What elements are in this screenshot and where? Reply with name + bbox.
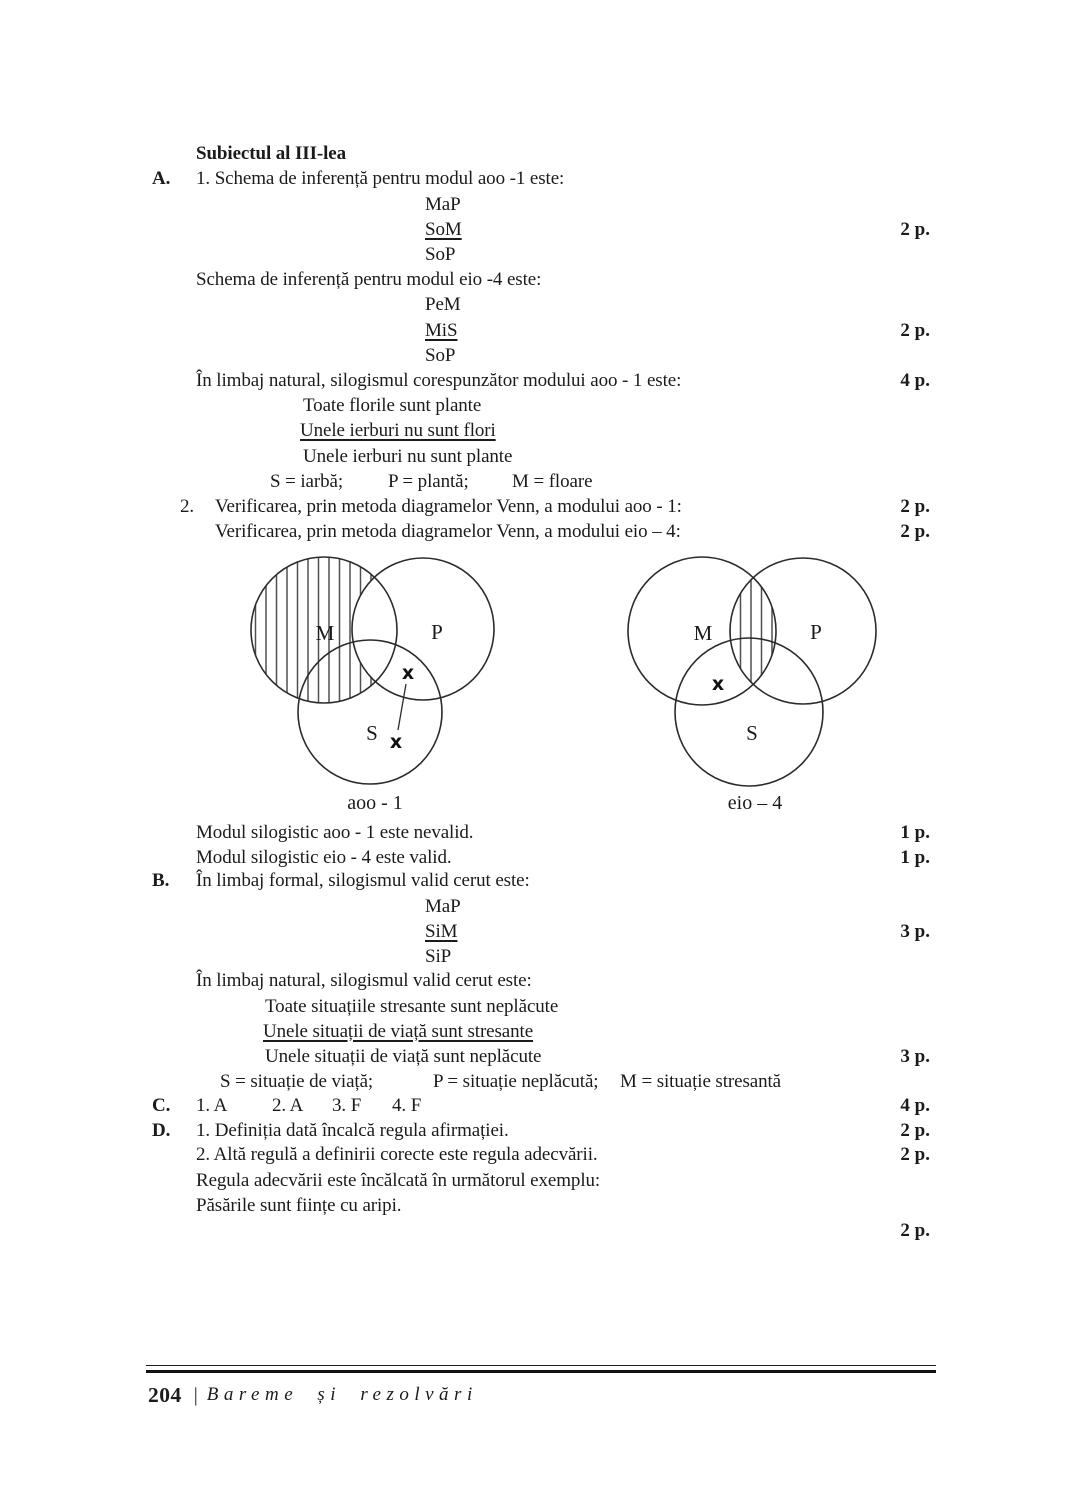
line-a4: Verificarea, prin metoda diagramelor Venn, a modului aoo - 1: [215, 496, 682, 517]
terms1-m: M = floare [512, 471, 593, 492]
schema-eio-premise1: PeM [425, 294, 461, 315]
schema-eio-conclusion: SoP [425, 345, 456, 366]
footer-divider [146, 1365, 936, 1373]
section-label-d: D. [152, 1120, 171, 1141]
points-d2: 2 p. [900, 1144, 930, 1165]
points-d1: 2 p. [900, 1120, 930, 1141]
section-label-c: C. [152, 1095, 171, 1116]
venn-diagram-aoo-1 [240, 546, 510, 788]
label-s: S [366, 721, 378, 745]
line-d4: Păsările sunt ființe cu aripi. [196, 1195, 402, 1216]
line-a3: În limbaj natural, silogismul corespunzător modului aoo - 1 este: [196, 370, 682, 391]
line-a5: Verificarea, prin metoda diagramelor Venn, a modului eio – 4: [215, 521, 681, 542]
section-heading: Subiectul al III-lea [196, 143, 347, 164]
x-mark-sp-region: x [401, 662, 415, 684]
terms1-p: P = plantă; [388, 471, 469, 492]
schema-aoo-premise2: SoM [425, 219, 462, 240]
line-a1: 1. Schema de inferență pentru modul aoo -1 este: [196, 168, 565, 189]
label-p: P [431, 620, 443, 644]
footer [148, 1381, 478, 1409]
syllogism1-conclusion: Unele ierburi nu sunt plante [303, 446, 513, 467]
answer-c3: 3. F [332, 1095, 362, 1116]
x-mark-ms-region: x [711, 673, 725, 695]
hatched-region-m-minus-p [240, 546, 510, 788]
footer-separator: | [193, 1383, 198, 1406]
line-d2: 2. Altă regulă a definirii corecte este regula adecvării. [196, 1144, 598, 1165]
caption-eio-4: eio – 4 [727, 792, 783, 814]
points-schema-b: 3 p. [900, 921, 930, 942]
answer-c4: 4. F [392, 1095, 422, 1116]
syllogism1-premise2: Unele ierburi nu sunt flori [300, 420, 496, 441]
syllogism1-premise1: Toate florile sunt plante [303, 395, 482, 416]
line-b1: În limbaj formal, silogismul valid cerut este: [196, 870, 530, 891]
syllogism2-premise1: Toate situațiile stresante sunt neplăcute [265, 996, 559, 1017]
points-schema-aoo: 2 p. [900, 219, 930, 240]
list-number-2: 2. [180, 496, 195, 517]
terms2-s: S = situație de viață; [220, 1071, 374, 1092]
section-label-a: A. [152, 168, 171, 189]
schema-aoo-conclusion: SoP [425, 244, 456, 265]
points-d3: 2 p. [900, 1220, 930, 1241]
schema-b-premise2: SiM [425, 921, 458, 942]
line-d1: 1. Definiția dată încalcă regula afirmației. [196, 1120, 509, 1141]
page-number: 204 [148, 1382, 182, 1407]
caption-aoo-1: aoo - 1 [347, 792, 403, 814]
terms2-p: P = situație neplăcută; [433, 1071, 599, 1092]
line-valid2: Modul silogistic eio - 4 este valid. [196, 847, 452, 868]
terms1-s: S = iarbă; [270, 471, 344, 492]
answer-c1: 1. A [196, 1095, 228, 1116]
label-m: M [693, 621, 713, 645]
terms2-m: M = situație stresantă [620, 1071, 782, 1092]
points-syllogism2: 3 p. [900, 1046, 930, 1067]
syllogism2-conclusion: Unele situații de viață sunt neplăcute [265, 1046, 542, 1067]
schema-eio-premise2: MiS [425, 320, 458, 341]
section-label-b: B. [152, 870, 170, 891]
points-a4: 2 p. [900, 496, 930, 517]
line-b2: În limbaj natural, silogismul valid cerut este: [196, 970, 532, 991]
line-d3: Regula adecvării este încălcată în următorul exemplu: [196, 1170, 601, 1191]
schema-b-conclusion: SiP [425, 946, 452, 967]
line-valid1: Modul silogistic aoo - 1 este nevalid. [196, 822, 474, 843]
line-a2: Schema de inferență pentru modul eio -4 este: [196, 269, 542, 290]
schema-b-premise1: MaP [425, 896, 461, 917]
answer-c2: 2. A [272, 1095, 304, 1116]
book-title: Bareme și rezolvări [206, 1384, 478, 1405]
x-mark-s-region: x [389, 731, 403, 753]
schema-aoo-premise1: MaP [425, 194, 461, 215]
label-s: S [746, 721, 758, 745]
points-a3: 4 p. [900, 370, 930, 391]
venn-diagram-eio-4 [620, 546, 890, 788]
syllogism2-premise2: Unele situații de viață sunt stresante [263, 1021, 534, 1042]
points-valid1: 1 p. [900, 822, 930, 843]
points-c: 4 p. [900, 1095, 930, 1116]
label-m: M [315, 621, 335, 645]
points-valid2: 1 p. [900, 847, 930, 868]
points-a5: 2 p. [900, 521, 930, 542]
points-schema-eio: 2 p. [900, 320, 930, 341]
label-p: P [810, 620, 822, 644]
